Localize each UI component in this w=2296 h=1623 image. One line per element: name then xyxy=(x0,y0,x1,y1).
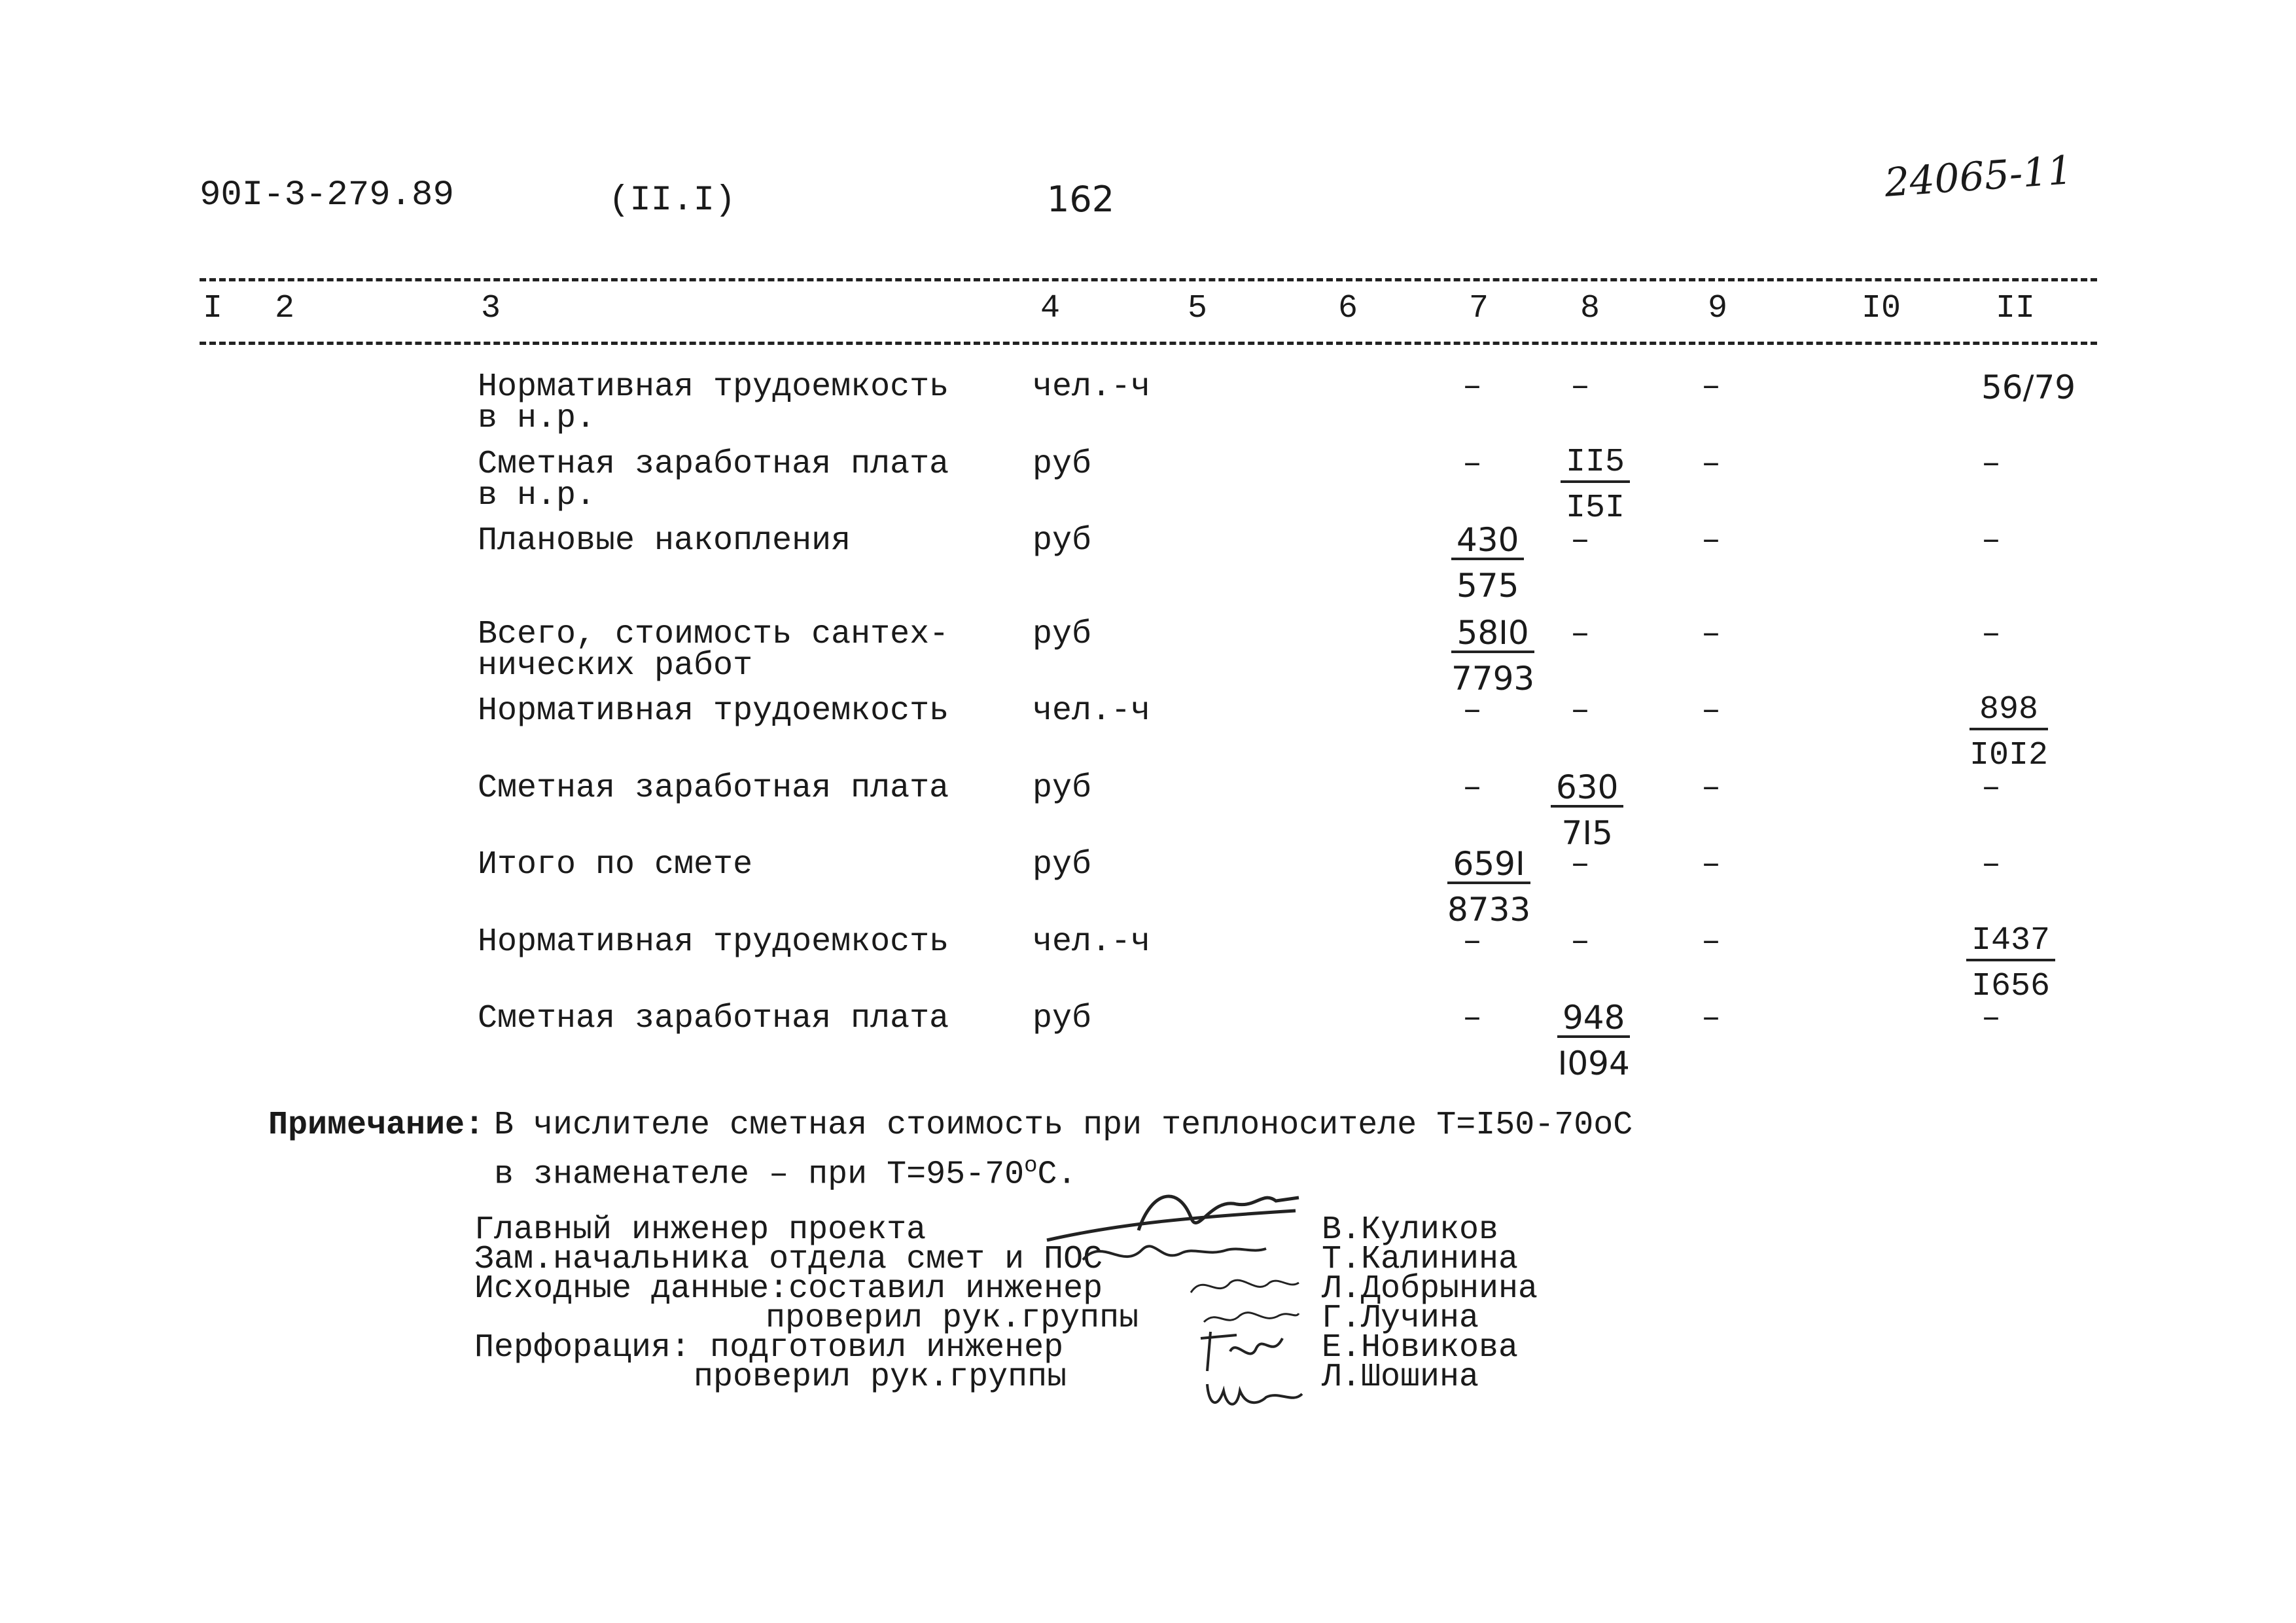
cell-col8-fraction xyxy=(1551,768,1623,852)
col-header-10: I0 xyxy=(1862,290,1901,327)
fraction-denominator: I656 xyxy=(1971,968,2051,1005)
signature-name: Г.Лучина xyxy=(1322,1300,1479,1337)
note-line-2-end: С. xyxy=(1037,1156,1077,1194)
cell-col11-fraction xyxy=(1969,691,2049,774)
cell-col9: – xyxy=(1701,522,1722,560)
signature-name: Л.Добрынина xyxy=(1322,1270,1538,1308)
fraction-numerator: 58I0 xyxy=(1451,616,1534,653)
fraction-denominator: 8733 xyxy=(1447,891,1531,929)
fraction-numerator: 430 xyxy=(1451,524,1524,560)
note-line-1: В числителе сметная стоимость при теплоносителе Т=I50-70оС xyxy=(494,1107,1633,1144)
row-unit: руб xyxy=(1033,770,1092,807)
cell-col8: – xyxy=(1570,923,1591,961)
row-label: Сметная заработная плата xyxy=(478,446,949,483)
cell-col7: – xyxy=(1462,770,1483,807)
cell-col8: – xyxy=(1570,616,1591,653)
cell-col7: – xyxy=(1462,692,1483,730)
col-header-6: 6 xyxy=(1338,290,1358,327)
col-header-5: 5 xyxy=(1188,290,1208,327)
row-label-cont: в н.р. xyxy=(478,400,596,437)
handwritten-reference: 24065-11 xyxy=(1882,147,2074,206)
fraction-denominator: I094 xyxy=(1557,1044,1630,1082)
section-number: (II.I) xyxy=(609,181,736,221)
cell-col7: – xyxy=(1462,446,1483,483)
cell-col9: – xyxy=(1701,368,1722,406)
cell-col9: – xyxy=(1701,846,1722,883)
cell-col9: – xyxy=(1701,616,1722,653)
cell-col9: – xyxy=(1701,446,1722,483)
cell-col9: – xyxy=(1701,770,1722,807)
header-top-rule xyxy=(200,278,2097,281)
row-label: Нормативная трудоемкость xyxy=(478,692,949,730)
signature-name: Т.Калинина xyxy=(1322,1241,1519,1278)
fraction-denominator: 7I5 xyxy=(1561,814,1613,852)
row-label-cont: в н.р. xyxy=(478,477,596,514)
row-unit: руб xyxy=(1033,446,1092,483)
row-label: Сметная заработная плата xyxy=(478,770,949,807)
page-number: 162 xyxy=(1047,179,1115,220)
cell-col11: – xyxy=(1981,616,2002,653)
row-unit: руб xyxy=(1033,1000,1092,1037)
col-header-4: 4 xyxy=(1040,290,1061,327)
cell-col8: – xyxy=(1570,846,1591,883)
row-label: Нормативная трудоемкость xyxy=(478,923,949,961)
col-header-11: II xyxy=(1996,290,2036,327)
fraction-numerator: I437 xyxy=(1966,925,2055,961)
signature-name: В.Куликов xyxy=(1322,1211,1499,1249)
cell-col8-fraction xyxy=(1557,1001,1630,1080)
signature-name: Л.Шошина xyxy=(1322,1359,1479,1396)
signature-role: Исходные данные:составил инженер xyxy=(474,1270,1103,1308)
cell-col7: – xyxy=(1462,1000,1483,1037)
cell-col8: – xyxy=(1570,692,1591,730)
col-header-9: 9 xyxy=(1708,290,1728,327)
fraction-numerator: 948 xyxy=(1557,1001,1630,1038)
row-label: Плановые накопления xyxy=(478,522,851,560)
cell-col8: – xyxy=(1570,368,1591,406)
fraction-denominator: 7793 xyxy=(1451,660,1535,698)
row-label: Сметная заработная плата xyxy=(478,1000,949,1037)
row-unit: чел.-ч xyxy=(1033,368,1151,406)
row-label: Итого по смете xyxy=(478,846,753,883)
cell-col9: – xyxy=(1701,692,1722,730)
note-label: Примечание: xyxy=(268,1107,485,1144)
row-unit: руб xyxy=(1033,522,1092,560)
cell-col11-fraction xyxy=(1966,922,2055,1005)
cell-col11: – xyxy=(1981,1000,2002,1037)
cell-col9: – xyxy=(1701,1000,1722,1037)
signature-role: Зам.начальника отдела смет и ПОС xyxy=(474,1241,1103,1278)
fraction-numerator: 898 xyxy=(1969,694,2048,730)
note-line-2-text: в знаменателе – при Т=95-70 xyxy=(494,1156,1025,1194)
cell-col11: – xyxy=(1981,846,2002,883)
signature-role: Главный инженер проекта xyxy=(474,1211,927,1249)
fraction-denominator: 575 xyxy=(1457,567,1519,605)
cell-col11: – xyxy=(1981,522,2002,560)
doc-number: 90I-3-279.89 xyxy=(200,175,454,215)
fraction-numerator: II5 xyxy=(1561,446,1630,483)
cell-col7-fraction xyxy=(1447,845,1531,929)
col-header-3: 3 xyxy=(481,290,501,327)
signature-scribble-shoshina xyxy=(1201,1371,1305,1417)
row-label-cont: нических работ xyxy=(478,647,753,685)
cell-col7-fraction xyxy=(1451,614,1535,698)
signature-role: проверил рук.группы xyxy=(766,1300,1139,1337)
signature-role: проверил рук.группы xyxy=(694,1359,1067,1396)
note-line-2 xyxy=(494,1155,1077,1192)
header-bottom-rule xyxy=(200,342,2097,345)
cell-col8: – xyxy=(1570,522,1591,560)
fraction-numerator: 659I xyxy=(1447,847,1530,884)
signature-role: Перфорация: подготовил инженер xyxy=(474,1329,1064,1366)
fraction-denominator: I0I2 xyxy=(1969,737,2049,774)
row-unit: руб xyxy=(1033,846,1092,883)
col-header-1: I xyxy=(203,290,223,327)
fraction-numerator: 630 xyxy=(1551,771,1623,808)
cell-col7: – xyxy=(1462,368,1483,406)
cell-col7: – xyxy=(1462,923,1483,961)
cell-col11: 56/79 xyxy=(1981,368,2076,406)
col-header-8: 8 xyxy=(1580,290,1600,327)
cell-col11: – xyxy=(1981,446,2002,483)
degree-mark: о xyxy=(1024,1154,1038,1179)
col-header-7: 7 xyxy=(1469,290,1489,327)
col-header-2: 2 xyxy=(275,290,295,327)
row-unit: чел.-ч xyxy=(1033,923,1151,961)
row-label: Нормативная трудоемкость xyxy=(478,368,949,406)
fraction-denominator: I5I xyxy=(1566,490,1625,527)
row-unit: чел.-ч xyxy=(1033,692,1151,730)
row-label: Всего, стоимость сантех- xyxy=(478,616,949,653)
row-unit: руб xyxy=(1033,616,1092,653)
signature-scribble-novikova xyxy=(1197,1325,1289,1378)
cell-col7-fraction xyxy=(1451,521,1524,605)
cell-col8-fraction xyxy=(1561,446,1630,525)
cell-col9: – xyxy=(1701,923,1722,961)
cell-col11: – xyxy=(1981,770,2002,807)
signature-name: Е.Новикова xyxy=(1322,1329,1519,1366)
